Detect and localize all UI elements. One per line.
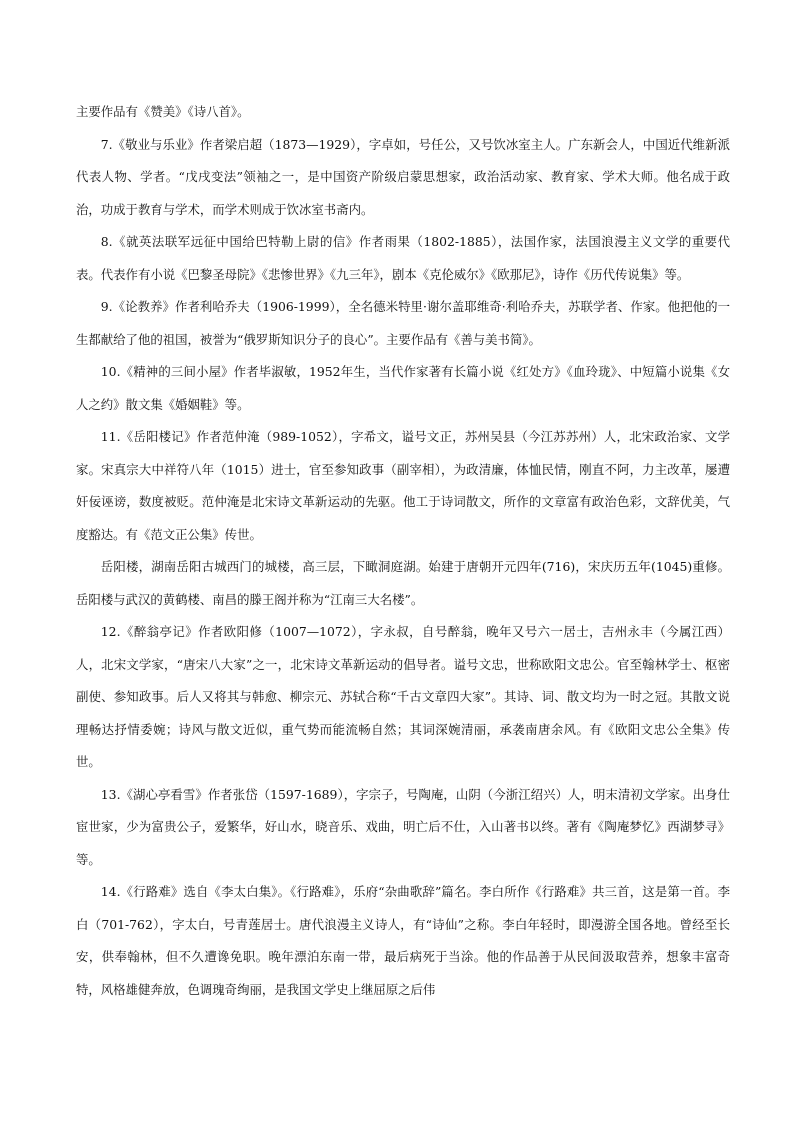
paragraph-7: 岳阳楼，湖南岳阳古城西门的城楼，高三层，下瞰洞庭湖。始建于唐朝开元四年(716)，宋庆历五年(1045)重修。岳阳楼与武汉的黄鹤楼、南昌的滕王阁并称为“江南三大名楼”。 — [76, 559, 730, 607]
paragraph-9: 13.《湖心亭看雪》作者张岱（1597-1689），字宗子，号陶庵，山阴（今浙江绍兴）人，明末清初文学家。出身仕宦世家，少为富贵公子，爱繁华，好山水，晓音乐、戏曲，明亡后不仕，入山著书以终。著有《陶庵梦忆》西湖梦寻》等。 — [76, 786, 730, 867]
paragraph-6: 11.《岳阳楼记》作者范仲淹（989-1052），字希文，谥号文正，苏州吴县（今江苏苏州）人，北宋政治家、文学家。宋真宗大中祥符八年（1015）进士，官至参知政事（副宰相），为政清廉，体恤民情，刚直不阿，力主改革，屡遭奸佞诬谤，数度被贬。范仲淹是北宋诗文革新运动的先驱。他工于诗词散文，所作的文章富有政治色彩，文辞优美，气度豁达。有《范文正公集》传世。 — [76, 429, 730, 542]
paragraph-5: 10.《精神的三间小屋》作者毕淑敏，1952年生，当代作家著有长篇小说《红处方》《血玲珑》、中短篇小说集《女人之约》散文集《婚姻鞋》等。 — [76, 364, 730, 412]
paragraph-8: 12.《醉翁亭记》作者欧阳修（1007—1072），字永叔，自号醉翁，晚年又号六一居士，吉州永丰（今属江西）人，北宋文学家，“唐宋八大家”之一，北宋诗文革新运动的倡导者。谥号文忠，世称欧阳文忠公。官至翰林学士、枢密副使、参知政事。后人又将其与韩愈、柳宗元、苏轼合称“千古文章四大家”。其诗、词、散文均为一时之冠。其散文说理畅达抒情委婉；诗风与散文近似，重气势而能流畅自然；其词深婉清丽，承袭南唐余风。有《欧阳文忠公全集》传世。 — [76, 624, 730, 769]
paragraph-2: 7.《敬业与乐业》作者梁启超（1873—1929），字卓如，号任公，又号饮冰室主人。广东新会人，中国近代维新派代表人物、学者。“戊戌变法”领袖之一，是中国资产阶级启蒙思想家，政治活动家、教育家、学术大师。他名成于政治，功成于教育与学术，而学术则成于饮冰室书斋内。 — [76, 136, 730, 217]
paragraph-3: 8.《就英法联军远征中国给巴特勒上尉的信》作者雨果（1802-1885），法国作家，法国浪漫主义文学的重要代表。代表作有小说《巴黎圣母院》《悲惨世界》《九三年》，剧本《克伦威尔》《欧那尼》，诗作《历代传说集》等。 — [76, 234, 730, 282]
paragraph-4: 9.《论教养》作者利哈乔夫（1906-1999），全名德米特里·谢尔盖耶维奇·利哈乔夫，苏联学者、作家。他把他的一生都献给了他的祖国，被誉为“俄罗斯知识分子的良心”。主要作品有《善与美书简》。 — [76, 299, 730, 347]
paragraph-10: 14.《行路难》选自《李太白集》。《行路难》，乐府“杂曲歌辞”篇名。李白所作《行路难》共三首，这是第一首。李白（701-762），字太白，号青莲居士。唐代浪漫主义诗人，有“诗仙”之称。李白年轻时，即漫游全国各地。曾经至长安，供奉翰林，但不久遭谗免职。晚年漂泊东南一带，最后病死于当涂。他的作品善于从民间汲取营养，想象丰富奇特，风格雄健奔放，色调瑰奇绚丽，是我国文学史上继屈原之后伟 — [76, 884, 730, 997]
paragraph-1: 主要作品有《赞美》《诗八首》。 — [76, 104, 250, 119]
